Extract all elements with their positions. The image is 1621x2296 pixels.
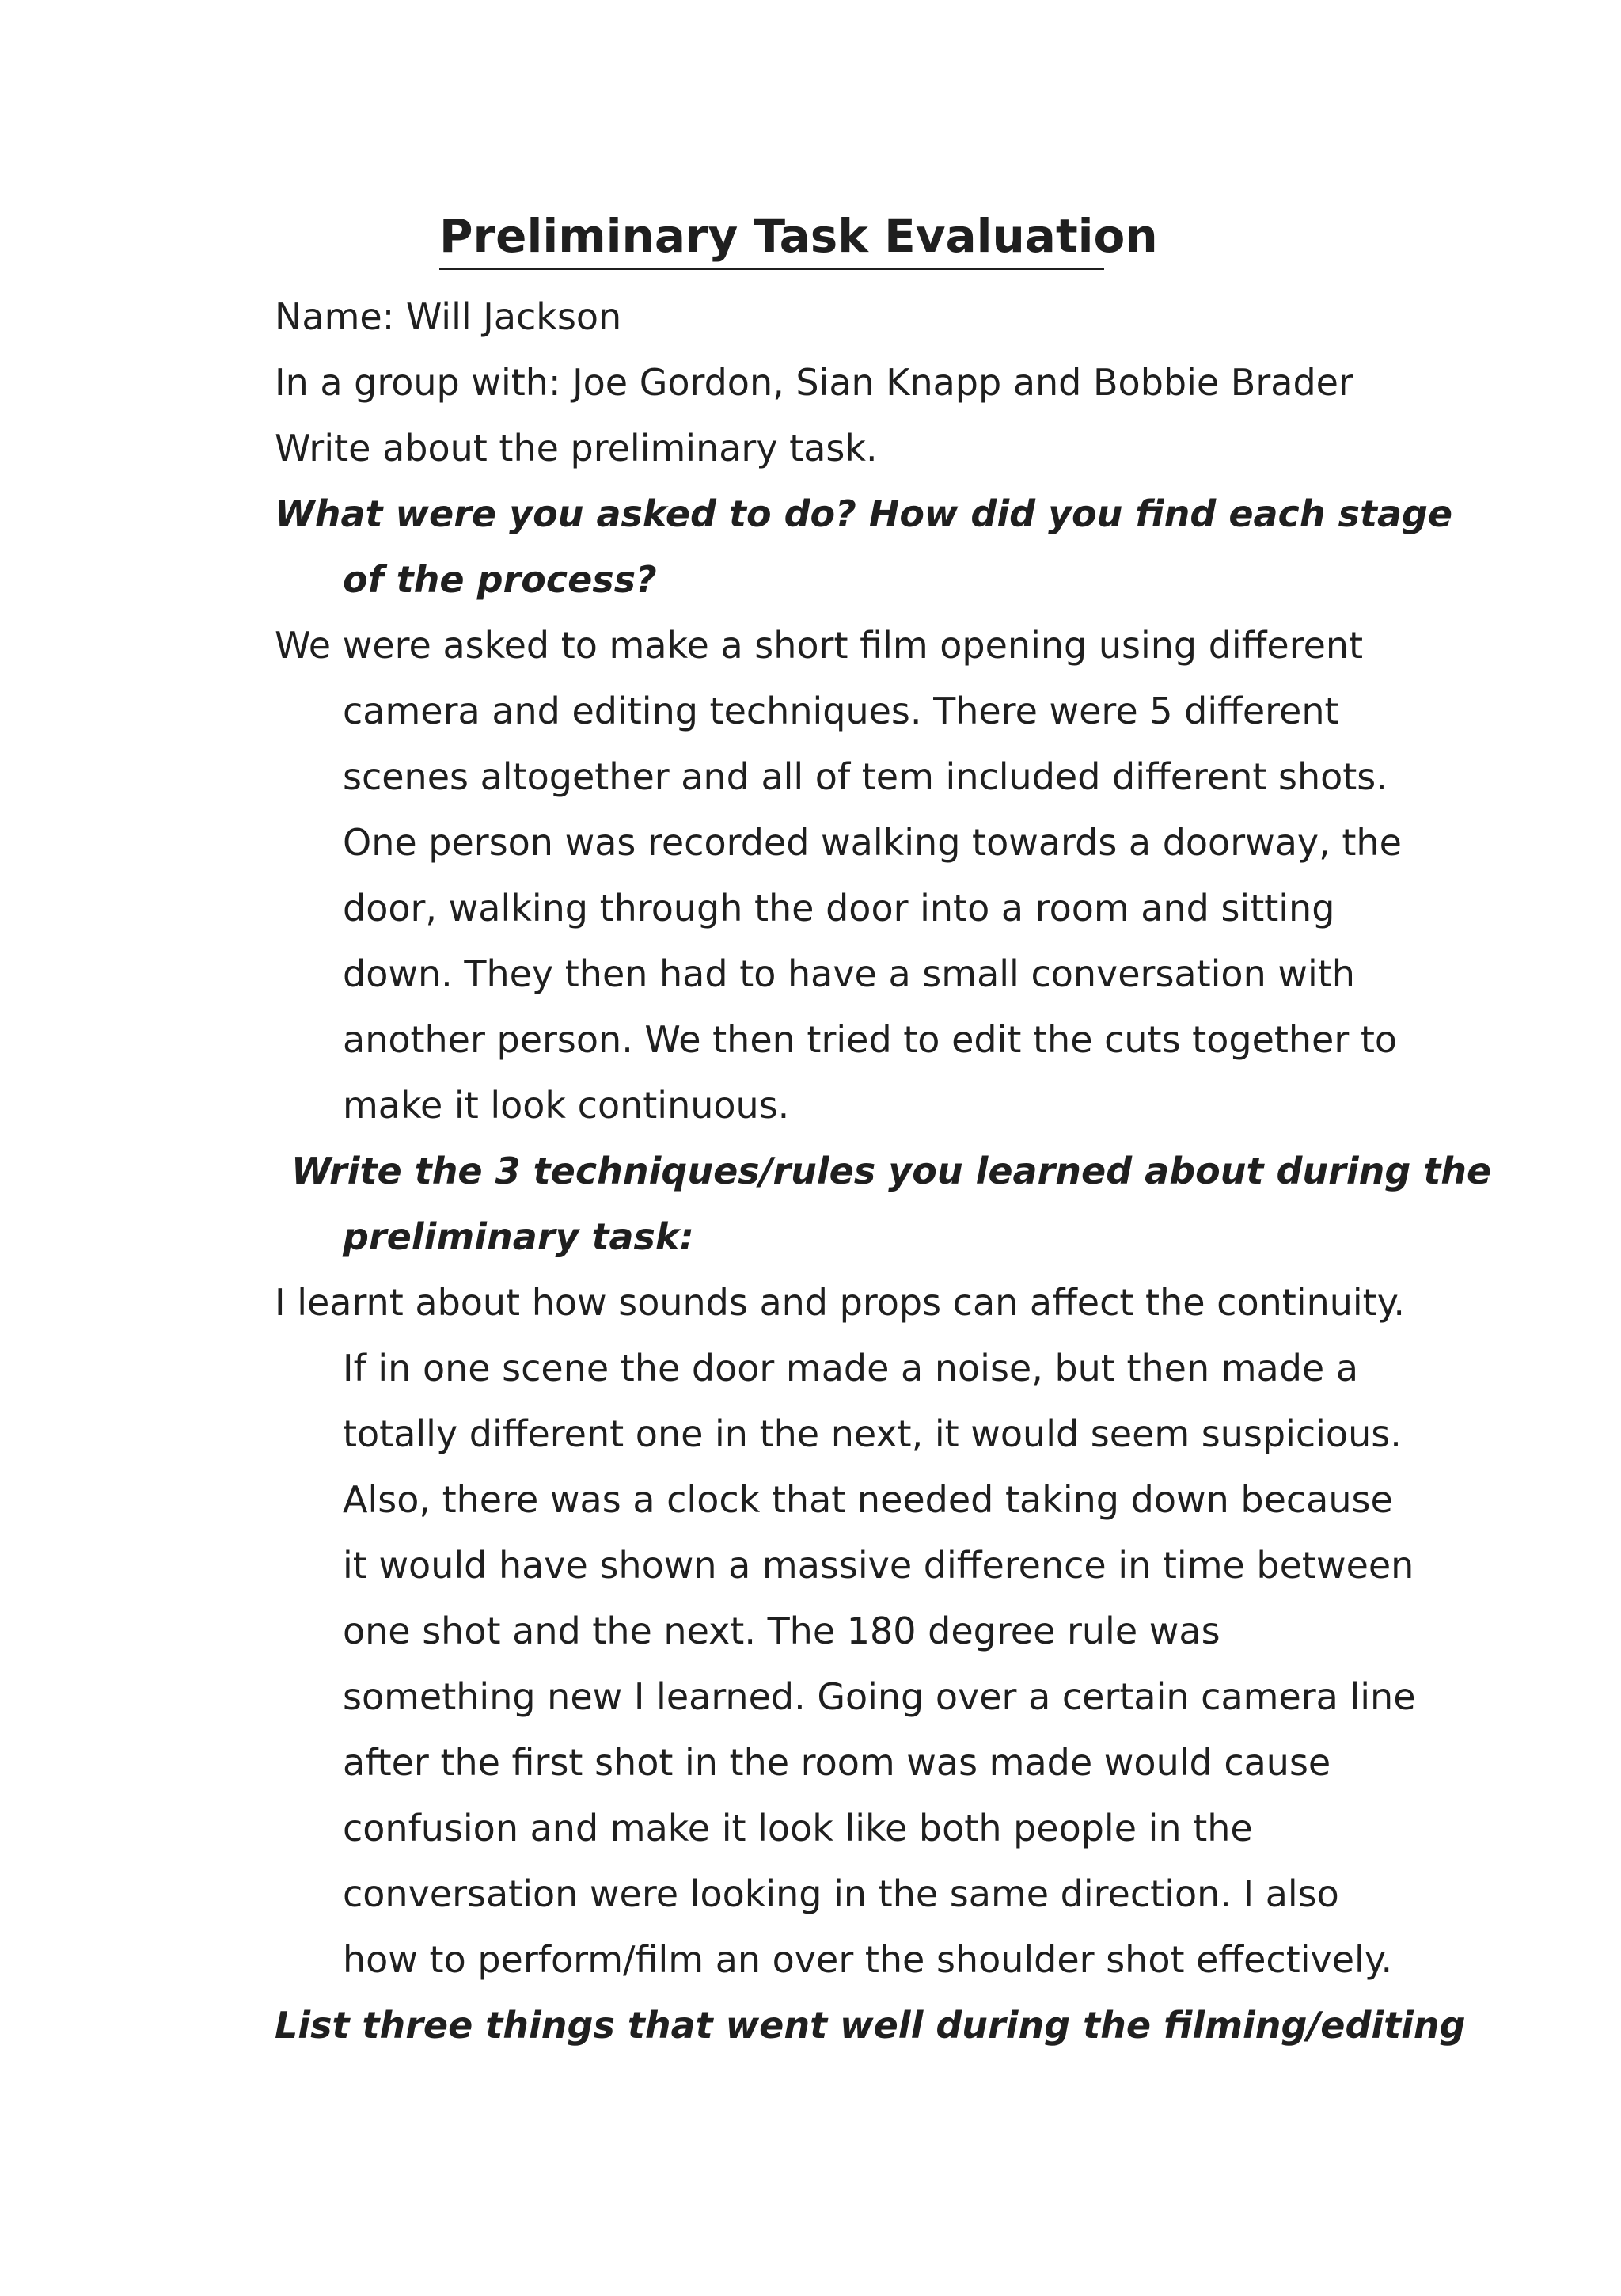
page-title: Preliminary Task Evaluation — [439, 204, 1104, 270]
question-1-line-1: What were you asked to do? How did you find each stage — [275, 492, 1453, 535]
question-2-line-2: preliminary task: — [343, 1215, 694, 1258]
answer-2-line-10: conversation were looking in the same direction. I also — [343, 1872, 1339, 1915]
answer-2-line-8: after the first shot in the room was made would cause — [343, 1741, 1331, 1784]
question-2-line-1: Write the 3 techniques/rules you learned about during the — [291, 1150, 1492, 1192]
answer-2-line-1: I learnt about how sounds and props can affect the continuity. — [275, 1281, 1405, 1324]
answer-2-line-11: how to perform/film an over the shoulder shot effectively. — [343, 1938, 1393, 1981]
answer-1-line-1: We were asked to make a short film opening using different — [275, 624, 1364, 667]
question-1-line-2: of the process? — [343, 558, 657, 601]
answer-1-line-2: camera and editing techniques. There were 5 different — [343, 690, 1339, 732]
answer-2-line-4: Also, there was a clock that needed taking down because — [343, 1478, 1393, 1521]
answer-2-line-3: totally different one in the next, it would seem suspicious. — [343, 1412, 1402, 1455]
answer-2-line-6: one shot and the next. The 180 degree rule was — [343, 1610, 1220, 1652]
name-line: Name: Will Jackson — [275, 295, 622, 338]
answer-1-line-5: door, walking through the door into a room and sitting — [343, 887, 1335, 929]
answer-1-line-4: One person was recorded walking towards a doorway, the — [343, 821, 1402, 864]
answer-1-line-3: scenes altogether and all of tem included different shots. — [343, 755, 1388, 798]
prompt-line: Write about the preliminary task. — [275, 427, 878, 469]
answer-2-line-2: If in one scene the door made a noise, but then made a — [343, 1347, 1359, 1389]
answer-2-line-7: something new I learned. Going over a certain camera line — [343, 1675, 1416, 1718]
answer-1-line-7: another person. We then tried to edit the cuts together to — [343, 1018, 1398, 1061]
answer-2-line-9: confusion and make it look like both people in the — [343, 1807, 1253, 1849]
question-3-line-1: List three things that went well during the filming/editing — [275, 2004, 1466, 2047]
answer-1-line-8: make it look continuous. — [343, 1084, 790, 1127]
answer-1-line-6: down. They then had to have a small conversation with — [343, 952, 1355, 995]
group-line: In a group with: Joe Gordon, Sian Knapp and Bobbie Brader — [275, 361, 1353, 404]
answer-2-line-5: it would have shown a massive difference in time between — [343, 1544, 1414, 1587]
